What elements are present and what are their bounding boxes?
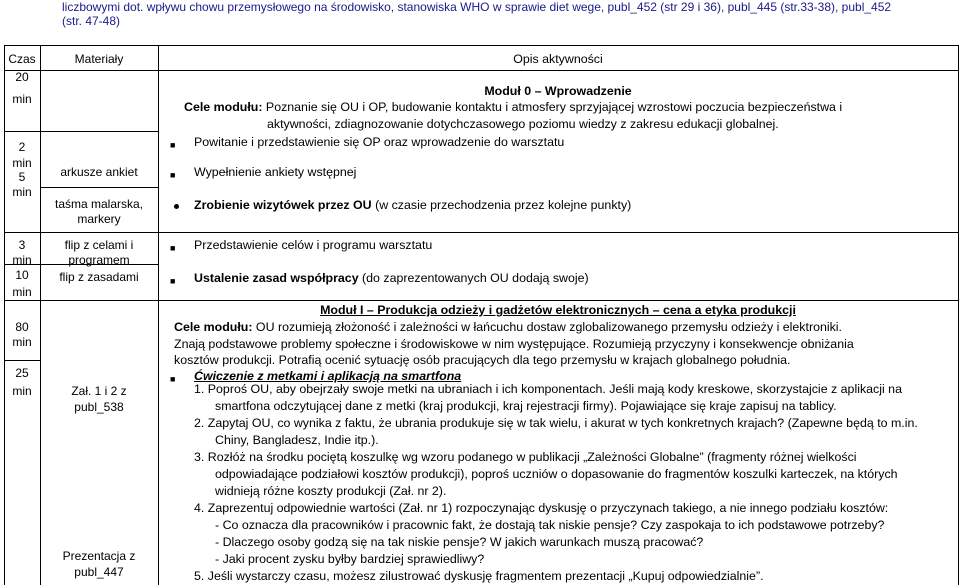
step-5: 5. Jeśli wystarczy czasu, możesz zilustrować dyskusję fragmentem prezentacji „Kupuj odpowiedzialnie”. bbox=[194, 569, 764, 583]
time-2-unit: min bbox=[12, 156, 32, 170]
material-markers: markery bbox=[77, 212, 121, 226]
module-1-goals-line3: kosztów produkcji. Potrafią ocenić sytuację osób pracujących dla tego przemysłu w krajach globalnego południa. bbox=[174, 353, 791, 367]
module-0-goals-label: Cele modułu: bbox=[184, 100, 263, 114]
column-header-activity: Opis aktywności bbox=[513, 52, 603, 66]
material-tape: taśma malarska, bbox=[54, 197, 144, 211]
module-0-goals-text: Poznanie się OU i OP, budowanie kontaktu i atmosfery sprzyjającej wzrostowi poczucia bezpieczeństwa i bbox=[262, 100, 843, 114]
square-bullet-icon: ■ bbox=[170, 276, 176, 286]
module-1-goals-text: OU rozumieją złożoność i zależności w łańcuchu dostaw zglobalizowanego przemysłu odzieży i elektroniki. bbox=[252, 320, 843, 334]
material-flip-goals: flip z celami i bbox=[64, 238, 134, 252]
module-0-title: Moduł 0 – Wprowadzenie bbox=[484, 84, 632, 98]
module-0-item-5-bold: Ustalenie zasad współpracy bbox=[194, 271, 359, 285]
header-line-2: (str. 47-48) bbox=[62, 14, 121, 28]
module-1-goals-label: Cele modułu: bbox=[174, 320, 253, 334]
module-0-item-3 bbox=[194, 197, 631, 214]
step-3-line-2: odpowiadające podziałowi kosztów produkcji), poproś uczniów o dopasowanie do fragmentów koszulki karteczek, na których bbox=[215, 467, 898, 481]
time-80-unit: min bbox=[12, 335, 32, 349]
material-presentation: Prezentacja z bbox=[62, 549, 136, 563]
module-1-goals bbox=[174, 319, 842, 336]
header-line-1: liczbowymi dot. wpływu chowu przemysłowego na środowisko, stanowiska WHO w sprawie diet wege, publ_452 (str 29 i 36), publ_445 (str.33-38), publ_452 bbox=[62, 0, 892, 14]
material-attachments-publ: publ_538 bbox=[74, 400, 124, 414]
module-0-goals-line2: aktywności, zdiagnozowanie dotychczasowego poziomu wiedzy z zakresu edukacji globalnej. bbox=[267, 117, 779, 131]
module-0-item-3-rest: (w czasie przechodzenia przez kolejne punkty) bbox=[371, 198, 632, 212]
time-3: 3 bbox=[18, 238, 26, 252]
square-bullet-icon: ■ bbox=[170, 170, 176, 180]
time-25: 25 bbox=[15, 366, 29, 380]
time-20-unit: min bbox=[12, 92, 32, 106]
material-survey-sheets: arkusze ankiet bbox=[60, 165, 138, 179]
time-5-unit: min bbox=[12, 185, 32, 199]
time-10-unit: min bbox=[12, 285, 32, 299]
material-flip-rules: flip z zasadami bbox=[59, 270, 139, 284]
material-flip-program: programem bbox=[68, 253, 130, 267]
square-bullet-icon: ■ bbox=[170, 374, 176, 384]
material-presentation-publ: publ_447 bbox=[74, 565, 124, 579]
module-0-item-5 bbox=[194, 270, 589, 287]
step-4-question-2: - Dlaczego osoby godzą się na tak niskie pensje? W jakich warunkach muszą pracować? bbox=[215, 535, 704, 549]
step-1-line-1: 1. Poproś OU, aby obejrzały swoje metki na ubraniach i ich komponentach. Jeśli mają kody kreskowe, skorzystajcie z aplikacji na bbox=[194, 382, 902, 396]
time-3-unit: min bbox=[12, 253, 32, 267]
column-header-time: Czas bbox=[8, 52, 36, 66]
column-header-materials: Materiały bbox=[74, 52, 124, 66]
square-bullet-icon: ■ bbox=[170, 243, 176, 253]
module-0-goals bbox=[184, 99, 842, 116]
time-5: 5 bbox=[18, 170, 26, 184]
step-2-line-1: 2. Zapytaj OU, co wynika z faktu, że ubrania produkuje się w tak wielu, i akurat w tych konkretnych krajach? (Zapewne będą to m.in. bbox=[194, 416, 918, 430]
module-0-item-5-rest: (do zaprezentowanych OU dodają swoje) bbox=[358, 271, 589, 285]
module-0-item-2: Wypełnienie ankiety wstępnej bbox=[194, 165, 357, 179]
step-3-line-3: widnieją różne koszty produkcji (Zał. nr 2). bbox=[215, 484, 447, 498]
time-10: 10 bbox=[15, 268, 29, 282]
time-2: 2 bbox=[18, 140, 26, 154]
round-bullet-icon bbox=[174, 204, 179, 209]
step-1-line-2: smartfona odczytującej dane z metki (kraj produkcji, kraj rejestracji firmy). Pojawiające się kraje zapisuj na tablicy. bbox=[215, 399, 837, 413]
time-20: 20 bbox=[15, 70, 29, 84]
step-2-line-2: Chiny, Bangladesz, Indie itp.). bbox=[215, 433, 379, 447]
time-80: 80 bbox=[15, 320, 29, 334]
step-4-question-1: - Co oznacza dla pracowników i pracownic fakt, że dostają tak niskie pensje? Czy zaspokaja to ich podstawowe potrzeby? bbox=[215, 518, 885, 532]
material-attachments: Zał. 1 i 2 z bbox=[71, 384, 127, 398]
time-25-unit: min bbox=[12, 384, 32, 398]
step-4-question-3: - Jaki procent zysku byłby bardziej sprawiedliwy? bbox=[215, 552, 485, 566]
step-3-line-1: 3. Rozłóż na środku pociętą koszulkę wg wzoru podanego w publikacji „Zależności Globalne” (fragmenty różnej wielkości bbox=[194, 450, 857, 464]
module-1-exercise: Ćwiczenie z metkami i aplikacją na smartfona bbox=[194, 369, 462, 383]
step-4-line-1: 4. Zaprezentuj odpowiednie wartości (Zał. nr 1) rozpoczynając dyskusję o przyczynach takiego, a nie innego podziału kosztów: bbox=[194, 501, 889, 515]
module-1-goals-line2: Znają podstawowe problemy społeczne i środowiskowe w nim występujące. Rozumieją przyczyny i konsekwencje obniżania bbox=[174, 337, 854, 351]
module-0-item-4: Przedstawienie celów i programu warsztatu bbox=[194, 238, 433, 252]
module-1-title: Moduł I – Produkcja odzieży i gadżetów elektronicznych – cena a etyka produkcji bbox=[320, 303, 796, 317]
module-0-item-3-bold: Zrobienie wizytówek przez OU bbox=[194, 198, 372, 212]
module-0-item-1: Powitanie i przedstawienie się OP oraz wprowadzenie do warsztatu bbox=[194, 135, 565, 149]
square-bullet-icon: ■ bbox=[170, 140, 176, 150]
